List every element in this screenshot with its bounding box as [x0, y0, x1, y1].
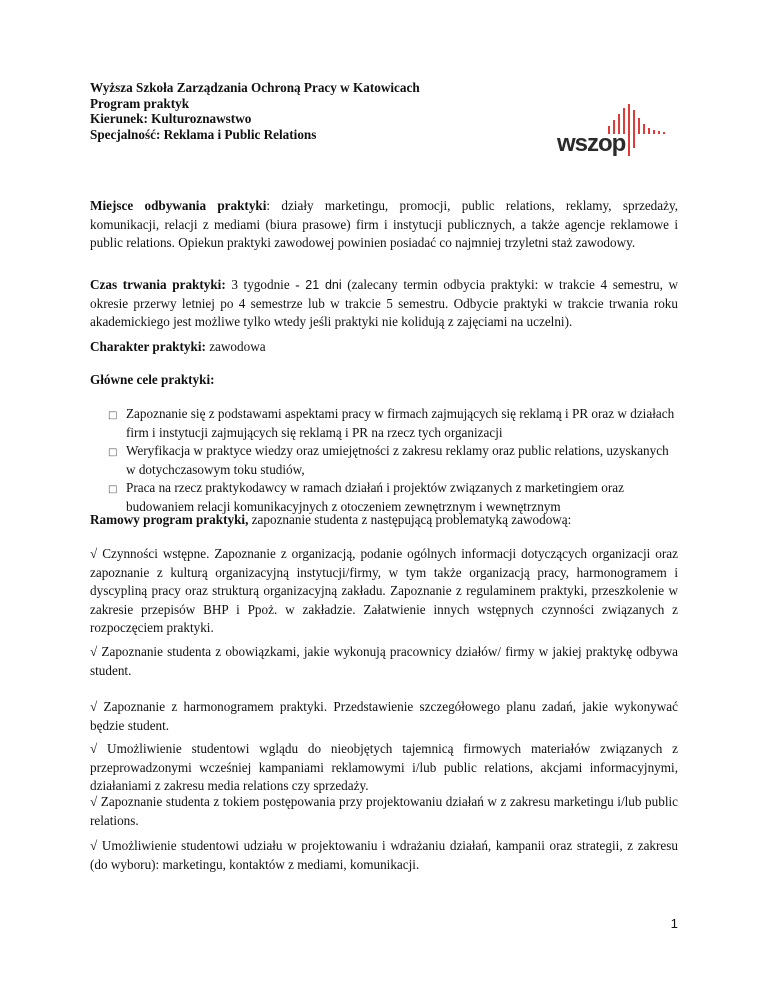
- document-header: [90, 80, 420, 142]
- program-title: Program praktyk: [90, 95, 190, 111]
- czas-label: Czas trwania praktyki:: [90, 277, 226, 292]
- bullet-icon: □: [108, 410, 118, 421]
- kierunek-line: Kierunek: Kulturoznawstwo: [90, 111, 252, 127]
- list-item: [108, 405, 678, 442]
- specjalnosc-line: Specjalność: Reklama i Public Relations: [90, 126, 317, 142]
- list-item: [108, 442, 678, 479]
- program-point: [90, 837, 678, 874]
- program-point-text: √ Czynności wstępne. Zapoznanie z organizacją, podanie ogólnych informacji dotyczących organizacji oraz zapoznanie z kulturą organizacyjną instytucji/firmy, w tym także organizacją pracy, harmonogramem i dyscypliną pracy oraz strukturą organizacyjną zakładu. Zapoznanie z regulaminem praktyki, przeszkolenie w zakresie przepisów BHP i Ppoż. w zakładzie. Załatwienie innych wstępnych czynności związanych z rozpoczęciem praktyki.: [90, 546, 678, 636]
- program-point: [90, 643, 678, 680]
- program-point-text: √ Umożliwienie studentowi udziału w projektowaniu i wdrażaniu działań, kampanii oraz strategii, z zakresu (do wyboru): marketingu, kontaktów z mediami, komunikacji.: [90, 838, 678, 872]
- charakter-text: zawodowa: [205, 339, 266, 354]
- school-name: Wyższa Szkoła Zarządzania Ochroną Pracy w Katowicach: [90, 80, 420, 95]
- ramowy-section: [90, 511, 678, 530]
- program-point-text: √ Zapoznanie studenta z tokiem postępowania przy projektowaniu działań w z zakresu marketingu i/lub public relations.: [90, 794, 678, 828]
- page-number: 1: [670, 916, 678, 931]
- bullet-icon: □: [108, 484, 118, 496]
- ramowy-label: Ramowy program praktyki,: [90, 512, 249, 527]
- program-point-text: √ Zapoznanie studenta z obowiązkami, jakie wykonują pracownicy działów/ firmy w jakiej praktykę odbywa student.: [90, 644, 678, 678]
- list-item-text: Praca na rzecz praktykodawcy w ramach działań i projektów związanych z marketingiem oraz budowaniem relacji komunikacyjnych z otoczeniem zewnętrznym i wewnętrznym: [126, 480, 624, 514]
- czas-text-post: (zalecany termin odbycia praktyki: w trakcie 4 semestru, w okresie przerwy letniej po 4 semestrze lub w trakcie 5 semestru. Odbycie praktyki w trakcie trwania roku akademickiego jest możliwe tylko wtedy jeśli praktyki nie kolidują z zajęciami na uczelni).: [90, 277, 678, 330]
- czas-text-pre: 3 tygodnie -: [225, 277, 306, 292]
- miejsce-label: Miejsce odbywania praktyki: [90, 198, 267, 213]
- program-point-text: √ Zapoznanie z harmonogramem praktyki. Przedstawienie szczegółowego planu zadań, jakie wykonywać będzie student.: [90, 699, 678, 733]
- program-point: [90, 740, 678, 796]
- czas-section: [90, 276, 678, 332]
- program-point-text: √ Umożliwienie studentowi wglądu do nieobjętych tajemnicą firmowych materiałów związanych z przeprowadzonymi wcześniej kampaniami reklamowymi i/lub public relations, akcjami informacyjnymi, działaniami z zakresu media relations czy sprzedaży.: [90, 741, 678, 794]
- cele-list: [108, 405, 678, 517]
- charakter-label: Charakter praktyki:: [90, 339, 206, 354]
- bullet-icon: □: [108, 447, 118, 459]
- wszop-logo: [556, 96, 668, 166]
- cele-heading-section: [90, 371, 678, 390]
- cele-label: Główne cele praktyki:: [90, 372, 215, 387]
- ramowy-text: zapoznanie studenta z następującą problematyką zawodową:: [248, 512, 572, 527]
- program-point: [90, 545, 678, 638]
- logo-text: wszop: [557, 130, 626, 157]
- charakter-section: [90, 338, 678, 357]
- list-item-text: Zapoznanie się z podstawami aspektami pracy w firmach zajmujących się reklamą i PR oraz w działach firm i instytucji zajmujących się reklamą i PR na rzecz tych organizacji: [126, 406, 675, 440]
- miejsce-section: [90, 197, 678, 253]
- miejsce-text: : działy marketingu, promocji, public relations, reklamy, sprzedaży, komunikacji, relacji z mediami (biura prasowe) firm i instytucji publicznych, a także agencje reklamowe i public relations. Opiekun praktyki zawodowej powinien posiadać co najmniej trzyletni staż zawodowy.: [90, 198, 679, 251]
- program-point: [90, 698, 678, 735]
- czas-text-days: 21 dni: [305, 278, 342, 292]
- list-item-text: Weryfikacja w praktyce wiedzy oraz umiejętności z zakresu reklamy oraz public relations, uzyskanych w dotychczasowym toku studiów,: [126, 443, 669, 477]
- program-point: [90, 793, 678, 830]
